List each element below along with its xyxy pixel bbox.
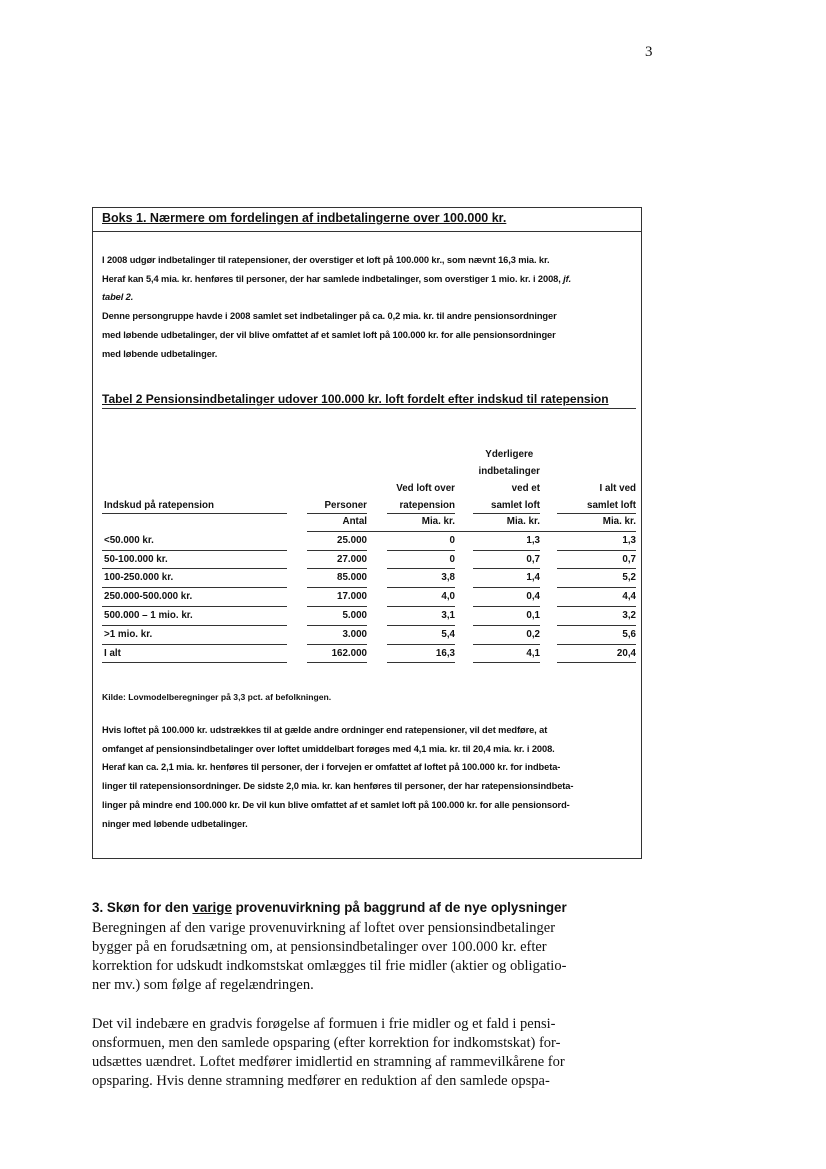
table-cell: 20,4 [616, 647, 636, 659]
table-cell: <50.000 kr. [104, 534, 154, 546]
intro-line: med løbende udbetalinger, der vil blive omfattet af et samlet loft på 100.000 kr. for alle pensionsordninger [102, 329, 556, 340]
table-cell: 25.000 [337, 534, 367, 546]
closing-line: Heraf kan ca. 2,1 mia. kr. henføres til personer, der i forvejen er omfattet af loftet på 100.000 kr. for indbeta- [102, 762, 561, 773]
table-cell: 3,8 [441, 572, 455, 584]
closing-line: linger til ratepensionsordninger. De sidste 2,0 mia. kr. kan henføres til personer, der har ratepensionsindbeta- [102, 781, 574, 792]
table-cell: 500.000 – 1 mio. kr. [104, 609, 193, 621]
table-cell: 162.000 [331, 647, 367, 659]
box-intro-paragraph [102, 251, 636, 363]
section-heading: 3. Skøn for den varige provenuvirkning på baggrund af de nye oplysninger [92, 900, 567, 915]
rule [307, 606, 367, 607]
header-cap-rate: Ved loft over ratepension [396, 483, 455, 511]
table-cell: 0,7 [622, 553, 636, 565]
table-cell: 50-100.000 kr. [104, 553, 168, 565]
body-line: Det vil indebære en gradvis forøgelse af formuen i frie midler og et fald i pensi- [92, 1016, 556, 1032]
table-cell: 0 [449, 534, 455, 546]
rule [307, 644, 367, 645]
header-additional: Yderligere indbetalinger ved et samlet loft [478, 449, 540, 511]
body-line: Beregningen af den varige provenuvirkning af loftet over pensionsindbetalinger [92, 920, 556, 936]
rule [387, 568, 455, 569]
rule [557, 644, 636, 645]
table-cell: >1 mio. kr. [104, 628, 153, 640]
intro-line: Denne persongruppe havde i 2008 samlet set indbetalinger på ca. 0,2 mia. kr. til andre pensionsordninger [102, 311, 557, 322]
table-cell: 4,0 [441, 591, 455, 603]
table-cell: 5,6 [622, 628, 636, 640]
unit-cell: Mia. kr. [506, 516, 540, 527]
rule [473, 625, 540, 626]
closing-line: omfanget af pensionsindbetalinger over loftet umiddelbart forøges med 4,1 mia. kr. til 20,4 mia. kr. i 2008. [102, 743, 555, 754]
rule [557, 587, 636, 588]
body-line: bygger på en forudsætning om, at pensionsindbetalinger over 100.000 kr. efter [92, 939, 547, 955]
header-total: I alt ved samlet loft [587, 483, 636, 511]
rule [473, 587, 540, 588]
body-line: opsparing. Hvis denne stramning medfører en reduktion af den samlede opspa- [92, 1073, 550, 1089]
rule [557, 625, 636, 626]
rule [473, 644, 540, 645]
rule [102, 625, 287, 626]
rule [557, 662, 636, 663]
rule [387, 550, 455, 551]
table-cell: 3,1 [441, 609, 455, 621]
table-cell: 16,3 [435, 647, 455, 659]
table-cell: 85.000 [337, 572, 367, 584]
table-row [102, 570, 636, 589]
table-header [102, 430, 636, 514]
intro-reference: jf. [563, 273, 572, 284]
table-cell: 5.000 [342, 609, 367, 621]
table-row [102, 533, 636, 552]
intro-line: I 2008 udgør indbetalinger til ratepensioner, der overstiger et loft på 100.000 kr., som nævnt 16,3 mia. kr. [102, 255, 550, 265]
table-cell: 3,2 [622, 609, 636, 621]
table-cell: 17.000 [337, 591, 367, 603]
closing-line: ninger med løbende udbetalinger. [102, 818, 248, 829]
body-line: korrektion for udskudt indkomstskat omlægges til frie midler (aktier og obligatio- [92, 958, 567, 974]
rule [557, 568, 636, 569]
rule [307, 531, 636, 532]
table-cell: 250.000-500.000 kr. [104, 591, 193, 603]
table-cell: 0,7 [526, 553, 540, 565]
table-row [102, 552, 636, 571]
rule [387, 644, 455, 645]
header-deposit: Indskud på ratepension [104, 500, 214, 511]
table-cell: 1,3 [526, 534, 540, 546]
table-body [102, 533, 636, 665]
table-title: Tabel 2 Pensionsindbetalinger udover 100.000 kr. loft fordelt efter indskud til ratepension [102, 392, 636, 409]
table-cell: 1,3 [622, 534, 636, 546]
rule [557, 606, 636, 607]
unit-cell: Antal [342, 516, 367, 527]
table-cell: 5,4 [441, 628, 455, 640]
body-line: onsformuen, men den samlede opsparing (efter korrektion for indkomstskat) for- [92, 1035, 561, 1051]
rule [102, 587, 287, 588]
rule [307, 550, 367, 551]
table-row [102, 646, 636, 665]
rule [473, 662, 540, 663]
info-box [92, 207, 642, 859]
table-cell: 4,4 [622, 591, 636, 603]
table-cell: 4,1 [526, 647, 540, 659]
pension-table [102, 430, 636, 664]
units-row [102, 514, 636, 533]
table-cell: 0,4 [526, 591, 540, 603]
rule [473, 550, 540, 551]
table-source: Kilde: Lovmodelberegninger på 3,3 pct. af befolkningen. [102, 692, 332, 702]
header-persons: Personer [324, 500, 367, 511]
table-cell: I alt [104, 647, 121, 659]
body-line: udsættes uændret. Loftet medfører imidlertid en stramning af rammevilkårene for [92, 1054, 565, 1070]
rule [387, 587, 455, 588]
body-line: ner mv.) som følge af regelændringen. [92, 977, 314, 993]
table-cell: 1,4 [526, 572, 540, 584]
rule [307, 662, 367, 663]
rule [102, 550, 287, 551]
rule [102, 568, 287, 569]
table-row [102, 627, 636, 646]
table-cell: 0 [449, 553, 455, 565]
rule [387, 606, 455, 607]
rule [387, 662, 455, 663]
rule [473, 568, 540, 569]
rule [102, 606, 287, 607]
page-number: 3 [645, 44, 653, 60]
body-paragraph-1 [92, 919, 642, 995]
rule [387, 625, 455, 626]
closing-line: linger på mindre end 100.000 kr. De vil kun blive omfattet af et samlet loft på 100.000 kr. for alle pensionsord- [102, 799, 570, 810]
table-cell: 0,2 [526, 628, 540, 640]
body-paragraph-2 [92, 1015, 642, 1091]
unit-cell: Mia. kr. [421, 516, 455, 527]
intro-line: med løbende udbetalinger. [102, 348, 218, 359]
table-cell: 5,2 [622, 572, 636, 584]
rule [102, 662, 287, 663]
rule [307, 587, 367, 588]
table-cell: 100-250.000 kr. [104, 572, 174, 584]
table-cell: 0,1 [526, 609, 540, 621]
rule [557, 550, 636, 551]
box-title-row [93, 208, 641, 232]
box-closing-paragraph [102, 721, 636, 833]
unit-cell: Mia. kr. [602, 516, 636, 527]
intro-line: tabel 2. [102, 292, 134, 303]
closing-line: Hvis loftet på 100.000 kr. udstrækkes til at gælde andre ordninger end ratepensioner, vil det medføre, at [102, 725, 548, 735]
table-cell: 3.000 [342, 628, 367, 640]
table-cell: 27.000 [337, 553, 367, 565]
rule [307, 568, 367, 569]
table-row [102, 608, 636, 627]
rule [102, 644, 287, 645]
rule [307, 625, 367, 626]
intro-line: Heraf kan 5,4 mia. kr. henføres til personer, der har samlede indbetalinger, som overstiger 1 mio. kr. i 2008, jf. [102, 273, 572, 284]
table-row [102, 589, 636, 608]
box-title: Boks 1. Nærmere om fordelingen af indbetalingerne over 100.000 kr. [102, 211, 507, 225]
rule [473, 606, 540, 607]
